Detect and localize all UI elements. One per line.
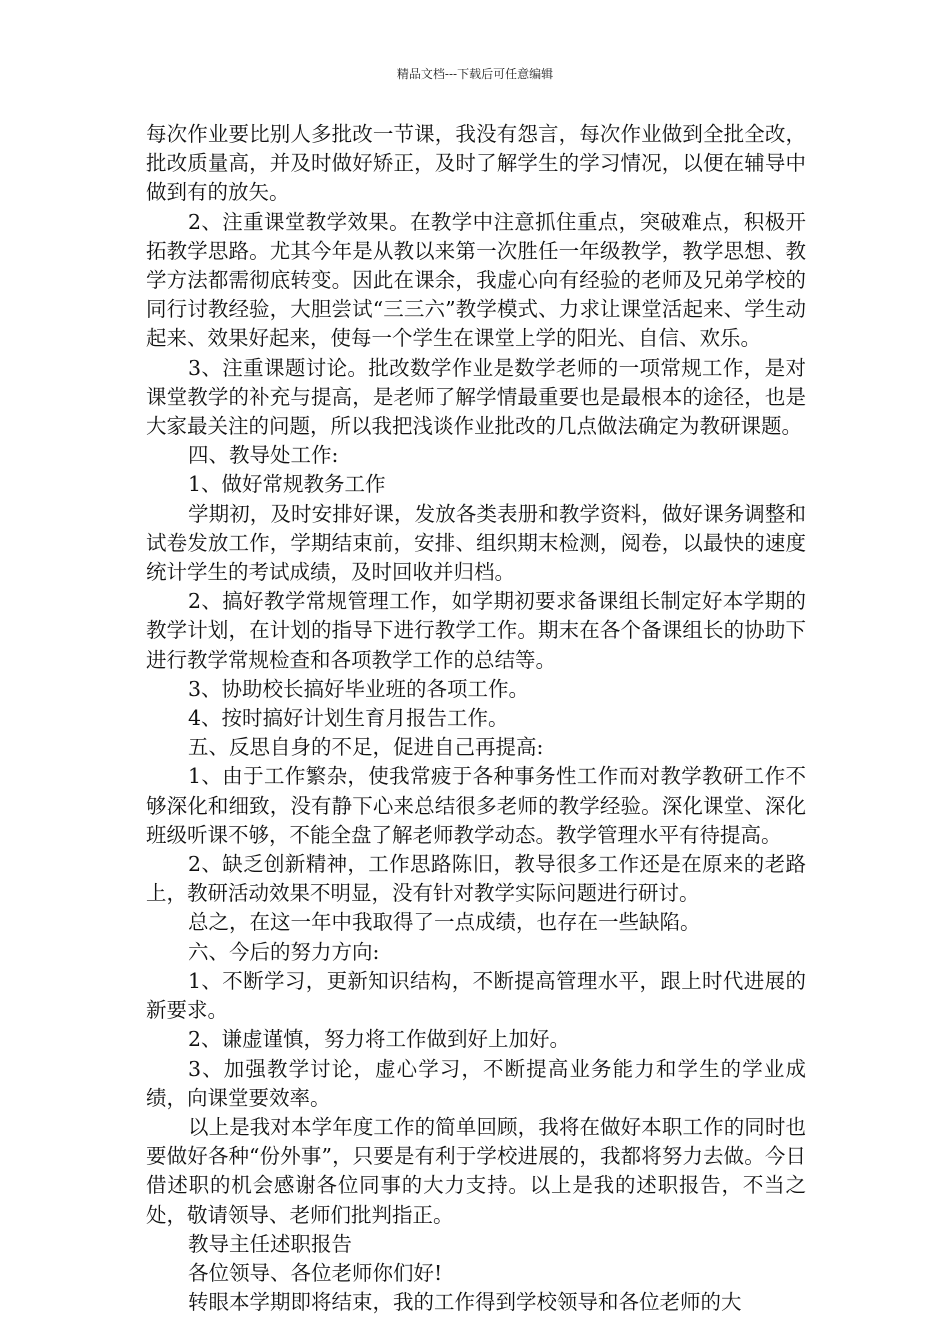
paragraph: 3、加强教学讨论，虚心学习，不断提高业务能力和学生的学业成绩，向课堂要效率。 xyxy=(146,1056,806,1110)
paragraph: 3、注重课题讨论。批改数学作业是数学老师的一项常规工作，是对课堂教学的补充与提高，是老师了解学情最重要也是最根本的途径，也是大家最关注的问题，所以我把浅谈作业批改的几点做法确定为教研课题。 xyxy=(146,355,806,439)
paragraph: 学期初，及时安排好课，发放各类表册和教学资料，做好课务调整和试卷发放工作，学期结束前，安排、组织期末检测，阅卷，以最快的速度统计学生的考试成绩，及时回收并归档。 xyxy=(146,501,806,585)
paragraph: 1、不断学习，更新知识结构，不断提高管理水平，跟上时代进展的新要求。 xyxy=(146,968,806,1023)
salutation: 各位领导、各位老师你们好! xyxy=(188,1260,443,1285)
document-body xyxy=(146,120,806,1317)
paragraph: 总之，在这一年中我取得了一点成绩，也存在一些缺陷。 xyxy=(188,910,701,935)
paragraph: 每次作业要比别人多批改一节课，我没有怨言，每次作业做到全批全改，批改质量高，并及时做好矫正，及时了解学生的学习情况，以便在辅导中做到有的放矢。 xyxy=(146,122,806,205)
paragraph: 4、按时搞好计划生育月报告工作。 xyxy=(188,706,509,731)
paragraph: 2、搞好教学常规管理工作，如学期初要求备课组长制定好本学期的教学计划，在计划的指导下进行教学工作。期末在各个备课组长的协助下进行教学常规检查和各项教学工作的总结等。 xyxy=(146,589,806,672)
page-header: 精品文档---下载后可任意编辑 xyxy=(396,67,554,81)
section-heading: 四、教导处工作: xyxy=(188,443,339,468)
paragraph: 2、缺乏创新精神，工作思路陈旧，教导很多工作还是在原来的老路上，教研活动效果不明显，没有针对教学实际问题进行研讨。 xyxy=(146,852,806,906)
paragraph: 2、谦虚谨慎，努力将工作做到好上加好。 xyxy=(188,1027,571,1052)
section-heading: 五、反思自身的不足，促进自己再提高: xyxy=(188,735,544,760)
paragraph: 以上是我对本学年度工作的简单回顾，我将在做好本职工作的同时也要做好各种“份外事”，只要是有利于学校进展的，我都将努力去做。今日借述职的机会感谢各位同事的大力支持。以上是我的述职报告，不当之处，敬请领导、老师们批判指正。 xyxy=(146,1114,806,1227)
section-heading: 六、今后的努力方向: xyxy=(188,939,380,964)
subsection-heading: 1、做好常规教务工作 xyxy=(188,472,386,497)
document-title: 教导主任述职报告 xyxy=(188,1231,352,1256)
paragraph: 1、由于工作繁杂，使我常疲于各种事务性工作而对教学教研工作不够深化和细致，没有静下心来总结很多老师的教学经验。深化课堂、深化班级听课不够，不能全盘了解老师教学动态。教学管理水平有待提高。 xyxy=(146,764,806,847)
paragraph: 3、协助校长搞好毕业班的各项工作。 xyxy=(188,676,530,701)
paragraph: 转眼本学期即将结束，我的工作得到学校领导和各位老师的大 xyxy=(188,1290,742,1315)
paragraph: 2、注重课堂教学效果。在教学中注意抓住重点，突破难点，积极开拓教学思路。尤其今年是从教以来第一次胜任一年级教学，教学思想、教学方法都需彻底转变。因此在课余，我虚心向有经验的老师及兄弟学校的同行讨教经验，大胆尝试“三三六”教学模式、力求让课堂活起来、学生动起来、效果好起来，使每一个学生在课堂上学的阳光、自信、欢乐。 xyxy=(146,209,806,351)
